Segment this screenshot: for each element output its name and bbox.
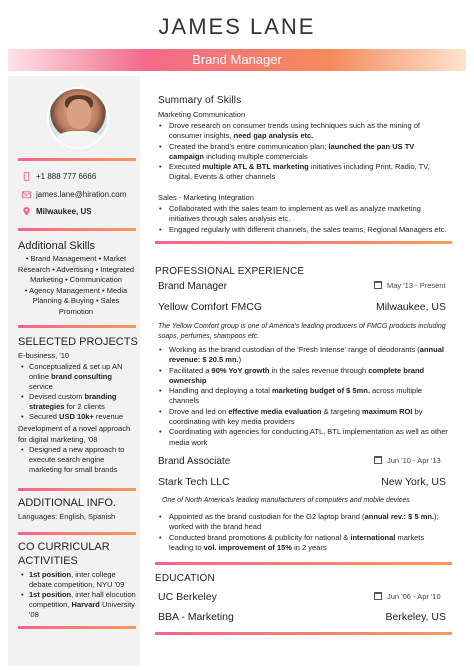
list-item: • Working as the brand custodian of the 'Fresh Intense' range of deodorants (annual revenue: $ 20.5 mn.) <box>158 345 450 366</box>
list-item: • Drove research on consumer trends using techniques such as the mining of consumer insights, need gap analysis etc. <box>158 121 450 142</box>
education-location: Berkeley, US <box>385 611 446 623</box>
co-curricular-list <box>18 570 136 620</box>
divider <box>155 241 452 244</box>
co-curricular-heading-1: CO CURRICULAR <box>18 541 110 553</box>
additional-skills-heading: Additional Skills <box>18 240 96 252</box>
phone-icon <box>22 172 31 181</box>
list-item: • Drove and led on effective media evaluation & targeting maximum ROI by coordinating with key media providers <box>158 407 450 428</box>
list-item: • Appointed as the brand custodian for the G2 laptop brand (annual rev.: $ 5 mn.); worked with the brand head <box>158 512 450 533</box>
list-item: • Conceptualized & set up AN online brand consulting service <box>18 362 136 392</box>
list-item: • Facilitated a 90% YoY growth in the sales revenue through complete brand ownership <box>158 366 450 387</box>
divider <box>18 325 136 328</box>
education-heading: EDUCATION <box>155 573 215 584</box>
education-degree: BBA - Marketing <box>158 611 234 623</box>
project-1-title: E-business, '10 <box>18 351 70 360</box>
list-item: • Handling and deploying a total marketing budget of $ 5mn. across multiple channels <box>158 386 450 407</box>
education-school: UC Berkeley <box>158 591 217 603</box>
divider <box>18 228 136 231</box>
job-title-banner <box>8 49 466 71</box>
summary-group-1: Marketing Communication <box>158 110 246 119</box>
calendar-icon <box>374 456 382 464</box>
additional-skills-list: • Brand Management • Market Research • Advertising • Integrated Marketing • Communication • Agency Management • Media Planning & Buying • Sales Promotion <box>17 254 135 316</box>
list-item: • Engaged regularly with different channels, the sales teams, Regional Managers etc. <box>158 225 450 235</box>
summary-heading: Summary of Skills <box>158 95 242 106</box>
job-2-list <box>158 512 450 553</box>
divider <box>18 532 136 535</box>
summary-group-1-list <box>158 121 450 183</box>
job-1-company: Yellow Comfort FMCG <box>158 301 263 313</box>
list-item: • Conducted brand promotions & publicity for national & international markets leading to vol. improvement of 15% in 2 years <box>158 533 450 554</box>
list-item: • 1st position, inter hall elocution competition, Harvard University '08 <box>18 590 136 620</box>
co-curricular-heading-2: ACTIVITIES <box>18 555 78 567</box>
job-2-date: Jun '10 - Apr '13 <box>374 456 441 465</box>
summary-group-2: Sales - Marketing Integration <box>158 193 254 202</box>
job-2-company: Stark Tech LLC <box>158 476 230 488</box>
location-pin-icon <box>22 207 31 216</box>
job-1-date: May '13 - Present <box>374 281 446 290</box>
divider <box>18 488 136 491</box>
divider <box>18 158 136 161</box>
experience-heading: PROFESSIONAL EXPERIENCE <box>155 266 305 277</box>
project-2-title: Development of a novel approach for digital marketing, '08 <box>18 424 131 444</box>
divider <box>18 626 136 629</box>
email-icon <box>22 190 31 199</box>
job-1-description: The Yellow Comfort group is one of America's leading producers of FMCG products including soaps, perfumes, shampoos etc. <box>158 323 446 340</box>
projects-heading: SELECTED PROJECTS <box>18 336 138 348</box>
divider <box>155 632 452 635</box>
calendar-icon <box>374 592 382 600</box>
job-1-location: Milwaukee, US <box>375 301 446 313</box>
list-item: • 1st position, inter college debate competition, NYU '09 <box>18 570 136 590</box>
project-1-list <box>18 362 136 422</box>
education-date: Jun '06 - Apr '10 <box>374 592 441 601</box>
job-title: Brand Manager <box>192 52 282 67</box>
job-2-location: New York, US <box>381 476 446 488</box>
job-2-description: One of North America's leading manufacturers of computers and mobile devices <box>162 497 410 504</box>
list-item: • Collaborated with the sales team to implement as well as analyze marketing initiatives through sales analysis etc. <box>158 204 450 225</box>
profile-photo <box>47 87 109 149</box>
list-item: • Designed a new approach to execute search engine marketing for small brands <box>18 445 136 475</box>
job-1-list <box>158 345 450 448</box>
list-item: • Created the brand's entire communication plan; launched the pan US TV campaign including multiple commercials <box>158 142 450 163</box>
languages: Languages: English, Spanish <box>18 512 116 521</box>
summary-group-2-list <box>158 204 450 235</box>
job-1-role: Brand Manager <box>158 281 227 292</box>
list-item: • Executed multiple ATL & BTL marketing initiatives including Print, Radio, TV, Digital, Events & other channels <box>158 162 450 183</box>
list-item: • Secured USD 10k+ revenue <box>18 412 136 422</box>
candidate-name: JAMES LANE <box>158 14 316 39</box>
list-item: • Devised custom branding strategies for 2 clients <box>18 392 136 412</box>
calendar-icon <box>374 281 382 289</box>
list-item: • Coordinating with agencies for conducting ATL, BTL implementation as well as other media work <box>158 427 450 448</box>
project-2-list <box>18 445 136 475</box>
additional-info-heading: ADDITIONAL INFO. <box>18 497 116 509</box>
job-2-role: Brand Associate <box>158 456 231 467</box>
divider <box>155 562 452 565</box>
